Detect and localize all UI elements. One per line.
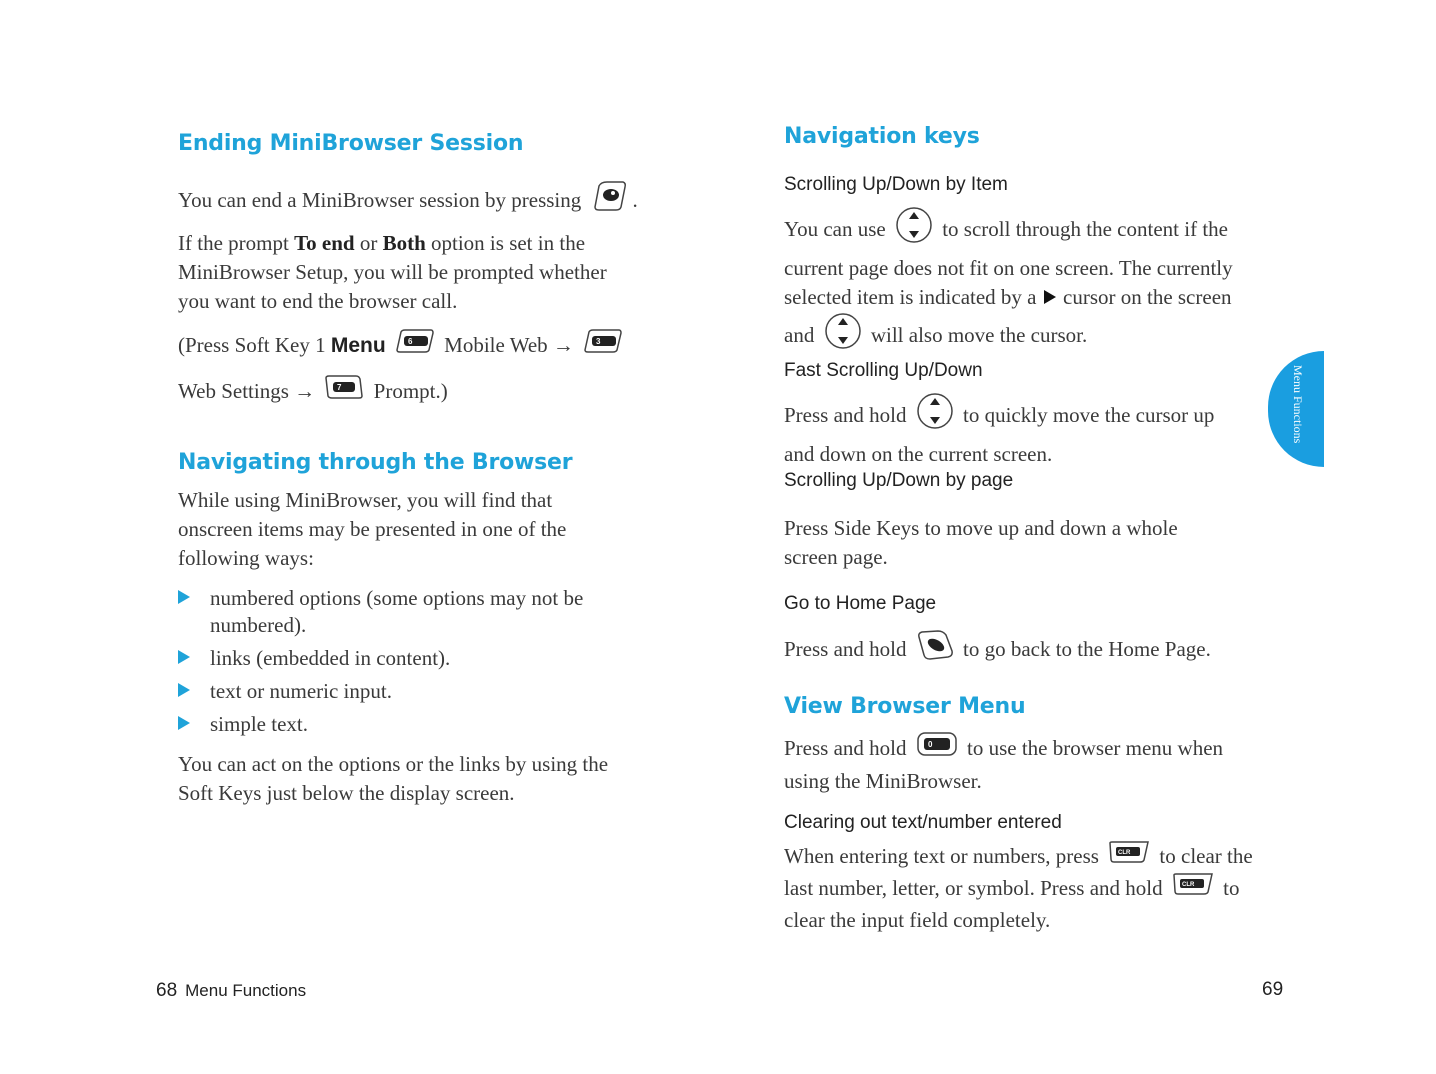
list-item: numbered options (some options may not be numbered).: [178, 585, 648, 639]
ending-para-2: If the prompt To end or Both option is set in the MiniBrowser Setup, you will be prompted whether you want to end the browser call.: [178, 231, 607, 313]
home-page-para: Press and hold to go back to the Home Page.: [784, 631, 1264, 671]
3-key-icon: [583, 328, 623, 362]
svg-text:3: 3: [596, 337, 601, 346]
bullet-arrow-icon: [178, 683, 190, 697]
list-item: links (embedded in content).: [178, 645, 648, 672]
subhead-clearing: Clearing out text/number entered: [784, 812, 1062, 833]
end-key-icon: [591, 180, 629, 220]
page-number-right: 69: [1262, 979, 1284, 1000]
section-title-navigating: Navigating through the Browser: [178, 450, 573, 475]
play-cursor-icon: [1044, 283, 1056, 312]
ending-para-4: Web Settings → 7 Prompt.): [178, 376, 448, 410]
scroll-item-para: You can use to scroll through the content if the current page does not fit on one screen. The currently selected item is indicated by a cursor on the screen and will also move the cursor.: [784, 208, 1259, 360]
bullet-arrow-icon: [178, 590, 190, 604]
svg-text:CLR: CLR: [1181, 882, 1195, 889]
list-item: text or numeric input.: [178, 678, 648, 705]
nav-key-icon: [895, 206, 933, 252]
list-item: simple text.: [178, 711, 648, 738]
section-title-ending: Ending MiniBrowser Session: [178, 131, 524, 156]
footer-right: [1262, 979, 1291, 1001]
svg-text:CLR: CLR: [1118, 850, 1131, 857]
0-key-icon: [916, 731, 958, 765]
clearing-para: When entering text or numbers, press CLR to clear the last number, letter, or symbol. Press and hold CLR to clear the input field completely.: [784, 842, 1254, 935]
svg-text:7: 7: [337, 383, 342, 392]
nav-key-icon: [916, 392, 954, 438]
end-key-icon: [916, 629, 954, 669]
navigating-outro: You can act on the options or the links by using the Soft Keys just below the display screen.: [178, 752, 609, 805]
side-tab-label: Menu Functions: [1291, 365, 1305, 444]
bullet-arrow-icon: [178, 716, 190, 730]
ending-para-3: (Press Soft Key 1 Menu 6 Mobile Web → 3: [178, 330, 627, 364]
menu-label: Menu: [330, 333, 386, 357]
ending-para-1: You can end a MiniBrowser session by pressing .: [178, 182, 658, 222]
clr-key-icon: [1108, 840, 1150, 872]
clr-key-icon: [1172, 872, 1214, 904]
nav-key-icon: [824, 312, 862, 358]
view-menu-para: Press and hold 0 to use the browser menu when using the MiniBrowser.: [784, 733, 1254, 796]
page-number-left: 68: [156, 980, 178, 1001]
svg-text:0: 0: [927, 740, 933, 749]
subhead-home-page: Go to Home Page: [784, 593, 937, 614]
menu-key-icon: [395, 328, 435, 362]
svg-text:6: 6: [407, 337, 413, 346]
subhead-fast-scroll: Fast Scrolling Up/Down: [784, 360, 983, 381]
scroll-page-para: Press Side Keys to move up and down a whole screen page.: [784, 516, 1178, 569]
bullet-arrow-icon: [178, 650, 190, 664]
footer-label: Menu Functions: [185, 981, 307, 1000]
fast-scroll-para: Press and hold to quickly move the cursor up and down on the current screen.: [784, 394, 1249, 469]
subhead-scroll-page: Scrolling Up/Down by page: [784, 470, 1014, 491]
7-key-icon: [324, 374, 364, 408]
section-title-navigation-keys: Navigation keys: [784, 124, 980, 149]
navigating-intro: While using MiniBrowser, you will find that onscreen items may be presented in one of the following ways:: [178, 488, 567, 570]
subhead-scroll-item: Scrolling Up/Down by Item: [784, 174, 1008, 195]
section-title-view-menu: View Browser Menu: [784, 694, 1026, 719]
side-tab-menu-functions: [1268, 351, 1324, 467]
footer-left: [156, 980, 306, 1002]
